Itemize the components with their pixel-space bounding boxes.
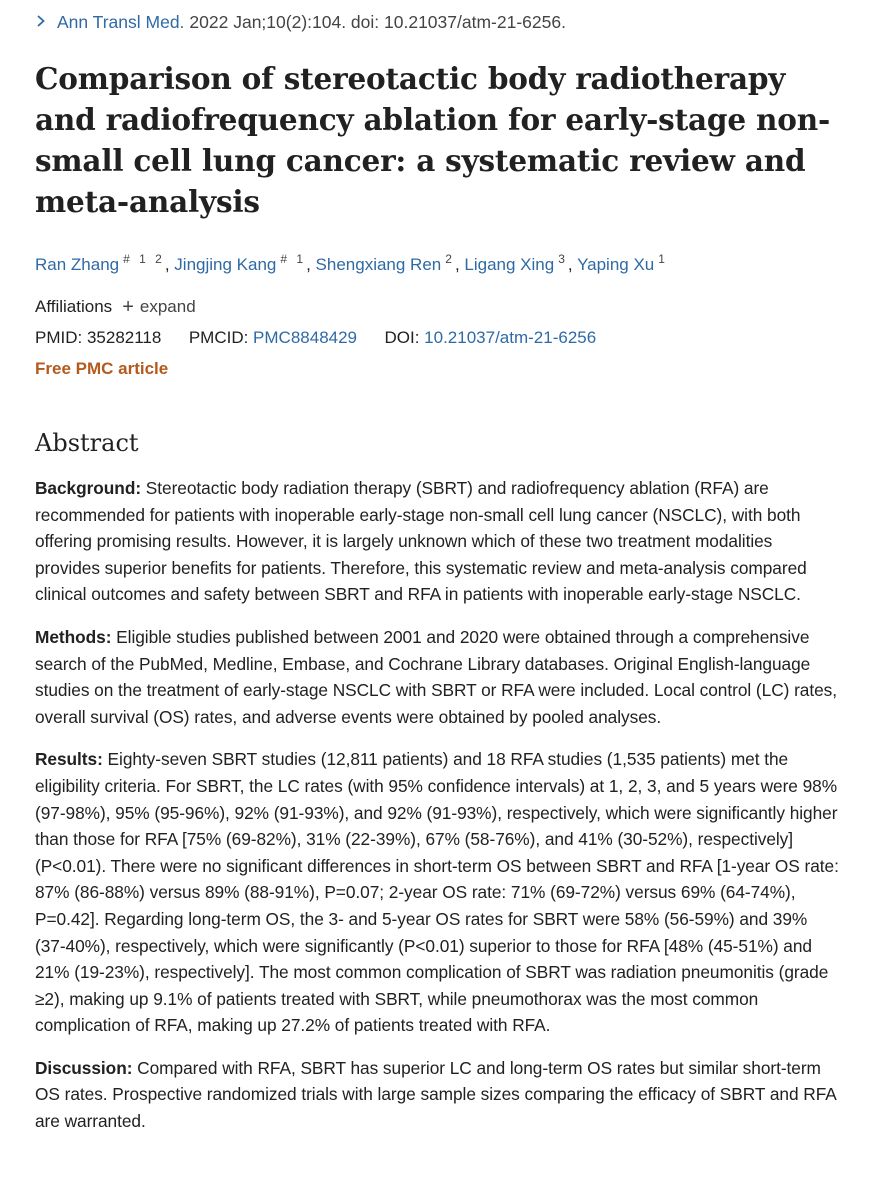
article-identifiers <box>35 325 839 351</box>
author-affiliation-marks[interactable]: 1 <box>658 252 668 266</box>
section-label: Background: <box>35 478 142 498</box>
author-separator: , <box>454 255 460 274</box>
pmid-value: 35282118 <box>86 328 162 347</box>
author-item <box>464 252 573 274</box>
author-link[interactable]: Jingjing Kang <box>174 255 277 274</box>
journal-link[interactable]: Ann Transl Med. <box>57 12 185 32</box>
section-label: Methods: <box>35 626 112 647</box>
plus-icon: + <box>122 296 134 318</box>
pmcid-label: PMCID: <box>188 328 249 347</box>
citation-line <box>35 9 839 35</box>
section-text: Eighty-seven SBRT studies (12,811 patients) and 18 RFA studies (1,535 patients) met the eligibility criteria. For SBRT, the LC rates (with 95% confidence intervals) at 1, 2, 3, and 5 years were 98% (97-98%), 95% (95-96%), 92% (91-93%), and 92% (91-93%), respectively, which were significantly higher than those for RFA [75% (69-82%), 31% (22-39%), 67% (58-76%), and 41% (30-52%), respectively] (P<0.01). There were no significant differences in short-term OS between SBRT and RFA [1-year OS rate: 87% (86-88%) versus 89% (88-91%), P=0.07; 2-year OS rate: 71% (69-72%) versus 69% (64-74%), P=0.42]. Regarding long-term OS, the 3- and 5-year OS rates for SBRT were 58% (56-59%) and 39% (37-40%), respectively, which were significantly (P<0.01) superior to those for RFA [48% (45-51%) and 21% (19-23%), respectively]. The most common complication of SBRT was radiation pneumonitis (grade ≥2), making up 9.1% of patients treated with SBRT, while pneumothorax was the most common complication of RFA, making up 27.2% of patients treated with RFA. <box>35 749 839 1036</box>
authors-list <box>35 246 839 278</box>
pmcid-link[interactable]: PMC8848429 <box>253 328 358 347</box>
chevron-right-icon <box>35 9 51 35</box>
abstract-heading: Abstract <box>35 429 139 457</box>
section-label: Results: <box>35 749 103 770</box>
author-affiliation-marks[interactable]: # 1 2 <box>123 252 165 266</box>
pmid-label: PMID: <box>35 328 83 347</box>
author-link[interactable]: Yaping Xu <box>577 255 655 274</box>
abstract-results <box>35 746 839 1039</box>
expand-affiliations-button[interactable] <box>122 294 195 320</box>
section-text: Stereotactic body radiation therapy (SBRT) and radiofrequency ablation (RFA) are recommended for patients with inoperable early-stage non-small cell lung cancer (NSCLC), with both offering promising results. However, it is largely unknown which of these two treatment modalities provides superior benefits for patients. Therefore, this systematic review and meta-analysis compared clinical outcomes and safety between SBRT and RFA in patients with inoperable early-stage NSCLC. <box>35 478 807 605</box>
article-title: Comparison of stereotactic body radiotherapy and radiofrequency ablation for early-stage non-small cell lung cancer: a systematic review and meta-analysis <box>35 61 831 219</box>
section-text: Compared with RFA, SBRT has superior LC and long-term OS rates but similar short-term OS rates. Prospective randomized trials with large sample sizes comparing the efficacy of SBRT and RFA are warranted. <box>35 1057 836 1132</box>
affiliations-row <box>35 294 839 320</box>
citation-details: 2022 Jan;10(2):104. doi: 10.21037/atm-21-6256. <box>189 12 566 32</box>
author-item <box>174 252 311 274</box>
abstract-discussion <box>35 1055 839 1135</box>
section-label: Discussion: <box>35 1057 133 1078</box>
author-item <box>35 252 170 274</box>
doi-label: DOI: <box>384 328 420 347</box>
author-link[interactable]: Ran Zhang <box>35 255 120 274</box>
author-affiliation-marks[interactable]: 3 <box>558 252 568 266</box>
section-text: Eligible studies published between 2001 and 2020 were obtained through a comprehensive search of the PubMed, Medline, Embase, and Cochrane Library databases. Original English-language studies on the treatment of early-stage NSCLC with SBRT or RFA were included. Local control (LC) rates, overall survival (OS) rates, and adverse events were obtained by pooled analyses. <box>35 626 837 727</box>
free-pmc-badge: Free PMC article <box>35 359 169 378</box>
author-link[interactable]: Shengxiang Ren <box>315 255 442 274</box>
abstract-methods <box>35 624 839 730</box>
author-separator: , <box>164 255 170 274</box>
author-item <box>577 252 668 274</box>
author-affiliation-marks[interactable]: # 1 <box>280 252 307 266</box>
doi-link[interactable]: 10.21037/atm-21-6256 <box>424 328 597 347</box>
affiliations-label: Affiliations <box>35 297 113 316</box>
expand-label: expand <box>139 297 196 316</box>
author-item <box>315 252 460 274</box>
author-link[interactable]: Ligang Xing <box>464 255 555 274</box>
abstract-background <box>35 475 839 608</box>
author-separator: , <box>306 255 311 274</box>
author-separator: , <box>567 255 573 274</box>
author-affiliation-marks[interactable]: 2 <box>445 252 455 266</box>
